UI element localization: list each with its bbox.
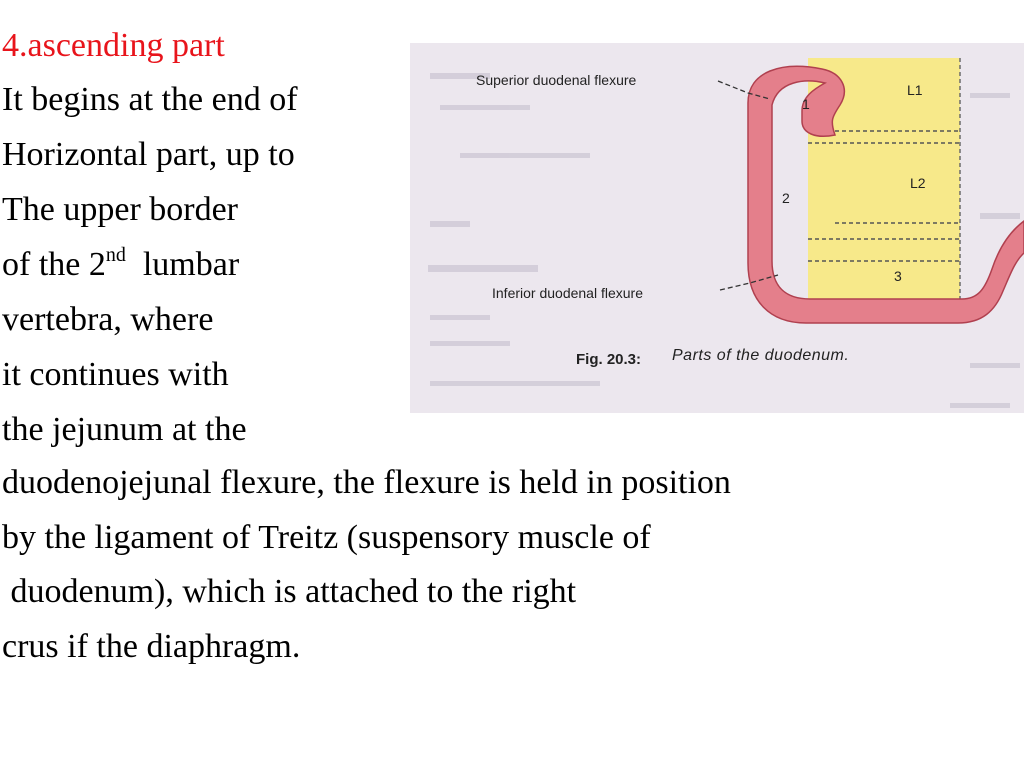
body-line-7: the jejunum at the bbox=[2, 411, 247, 448]
vertebra-label-l2: L2 bbox=[910, 175, 926, 191]
body-line-2: Horizontal part, up to bbox=[2, 136, 295, 173]
body-line-11: crus if the diaphragm. bbox=[2, 628, 301, 665]
body-line-3: The upper border bbox=[2, 191, 239, 228]
body-line-8: duodenojejunal flexure, the flexure is held in position bbox=[2, 464, 731, 501]
vertebra-label-l1: L1 bbox=[907, 82, 923, 98]
body-line-6: it continues with bbox=[2, 356, 229, 393]
body-line-1: It begins at the end of bbox=[2, 81, 298, 118]
part-label-3: 3 bbox=[894, 268, 902, 284]
body-line-10: duodenum), which is attached to the right bbox=[2, 573, 577, 610]
superior-flexure-label: Superior duodenal flexure bbox=[476, 72, 637, 88]
body-line-5: vertebra, where bbox=[2, 301, 214, 338]
duodenum-diagram bbox=[410, 43, 1024, 413]
ordinal-suffix: nd bbox=[105, 244, 126, 266]
figure-caption-prefix: Fig. 20.3: bbox=[576, 351, 642, 368]
figure-caption-text: Parts of the duodenum. bbox=[672, 347, 850, 364]
part-label-1: 1 bbox=[802, 96, 810, 112]
duodenum-figure bbox=[410, 43, 1024, 413]
body-line-4-prefix: of the 2 bbox=[2, 246, 106, 283]
part-label-2: 2 bbox=[782, 190, 790, 206]
body-line-4 bbox=[2, 245, 239, 285]
section-heading: 4.ascending part bbox=[2, 27, 225, 64]
inferior-flexure-label: Inferior duodenal flexure bbox=[492, 285, 643, 301]
body-line-9: by the ligament of Treitz (suspensory muscle of bbox=[2, 519, 651, 556]
body-line-4-suffix: lumbar bbox=[125, 246, 240, 283]
